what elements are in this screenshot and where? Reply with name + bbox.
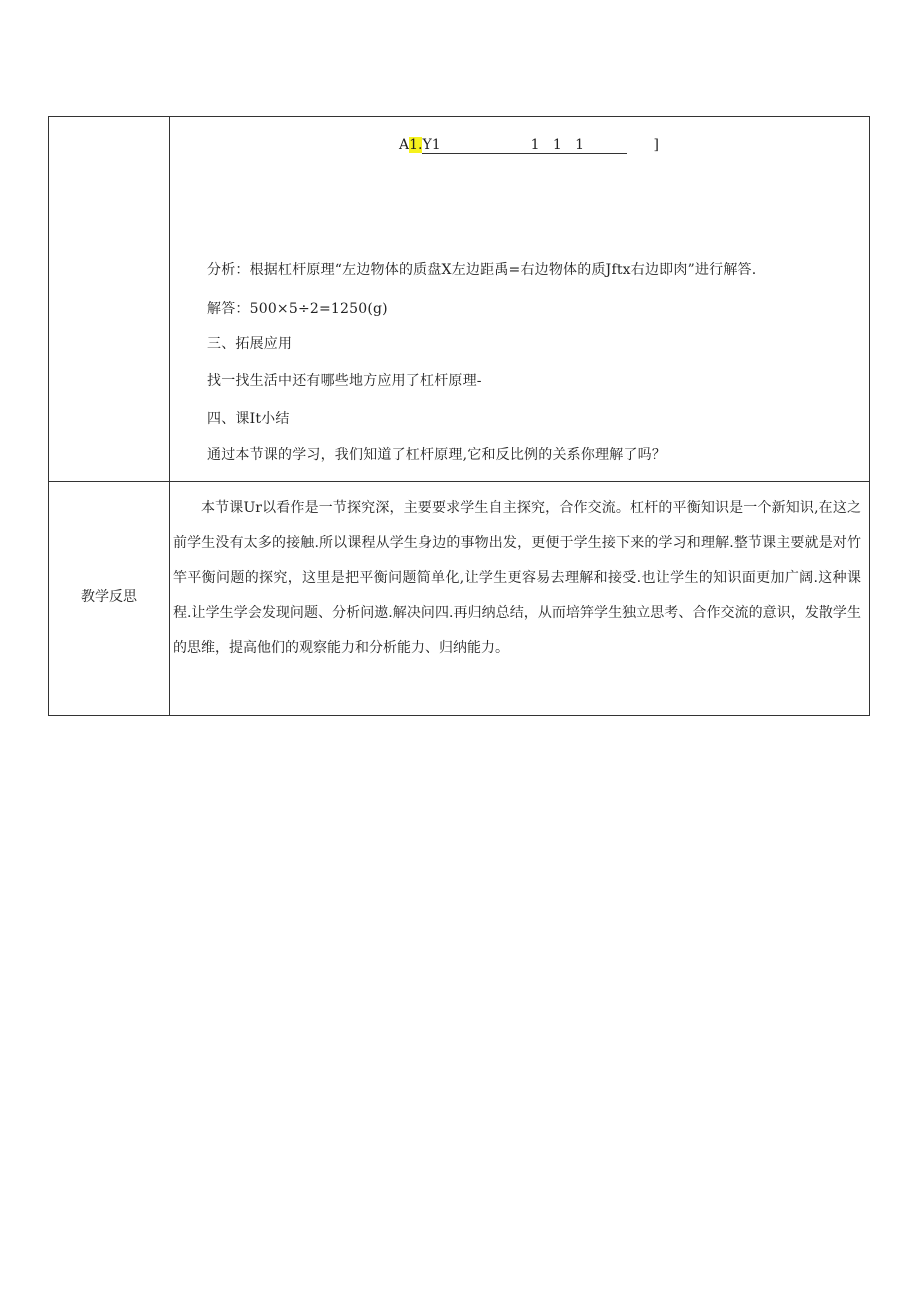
lesson-table — [48, 116, 870, 716]
solution-text: 解答：500×5÷2=1250(g) — [207, 301, 388, 317]
section3-title: 三、拓展应用 — [207, 336, 293, 352]
formula-ones: 1 1 1 — [530, 137, 585, 153]
analysis-text: 分析：根据杠杆原理“左边物体的质盘X左边距禹=右边物体的质Jftx右边即肉”进行解答. — [207, 262, 757, 278]
reflection-body — [173, 491, 861, 666]
formula-highlight: 1. — [409, 137, 423, 153]
row-divider — [49, 481, 869, 482]
formula-underline — [422, 137, 627, 154]
section4-title: 四、课It小结 — [207, 411, 290, 427]
reflection-label: 教学反思 — [81, 589, 137, 605]
formula-line — [399, 137, 659, 154]
formula-part-a: A — [399, 137, 410, 153]
formula-part-b: Y1 — [422, 137, 441, 153]
section4-text: 通过本节课的学习，我们知道了杠杆原理,它和反比例的关系你理解了吗？ — [207, 447, 667, 463]
column-divider — [169, 117, 170, 715]
reflection-text: 本节课Ur以看作是一节探究深，主要要求学生自主探究，合作交流。杠杆的平衡知识是一个新知识,在这之前学生没有太多的接触.所以课程从学生身边的事物出发，更便于学生接下来的学习和理解.整节课主要就是对竹竿平衡问题的探究，这里是把平衡问题简单化,让学生更容易去理解和接受.也让学生的知识面更加广阔.这种课程.让学生学会发现问题、分析问遨.解决问四.再归纳总结，从而培笄学生独立思考、合作交流的意识，发散学生的思维，提高他们的观察能力和分析能力、归纳能力。 — [173, 500, 861, 656]
formula-bracket: ] — [653, 137, 659, 153]
section3-text: 找一找生活中还有哪些地方应用了杠杆原理- — [207, 373, 482, 389]
